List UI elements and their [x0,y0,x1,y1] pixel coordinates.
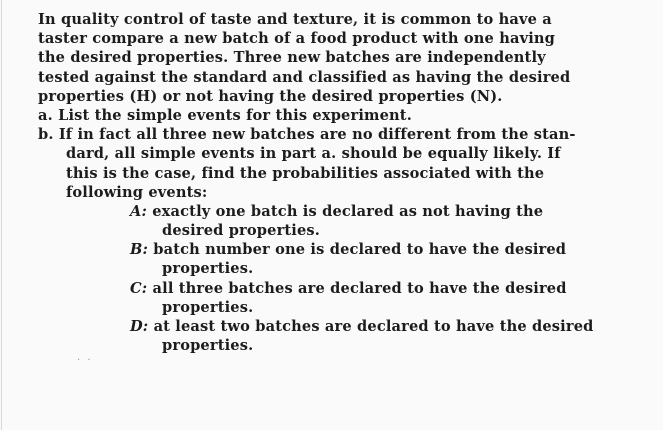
event-text: all three batches are declared to have the desired [152,279,567,297]
event-d-continuation: properties. [162,337,254,355]
event-d [38,317,648,336]
event-label: D: [130,318,149,335]
part-b-line: this is the case, find the probabilities associated with the [66,164,545,182]
intro-line: tested against the standard and classified as having the desired [38,68,571,86]
page-edge [1,0,2,430]
event-b [38,240,648,259]
problem-text [38,10,648,355]
event-b-continuation: properties. [162,260,254,278]
event-label: B: [130,241,149,259]
event-a [38,202,648,221]
intro-line: In quality control of taste and texture, it is common to have a [38,11,552,28]
event-text: at least two batches are declared to have the desired [153,318,594,335]
intro-line: the desired properties. Three new batches are independently [38,49,546,67]
scan-speck: · · [77,355,93,366]
intro-line: properties (H) or not having the desired properties (N). [38,87,503,105]
part-a-line: a. List the simple events for this experiment. [38,106,412,124]
part-b-line: b. If in fact all three new batches are no different from the stan- [38,126,576,144]
intro-line: taster compare a new batch of a food product with one having [38,30,556,48]
event-c [38,279,648,298]
part-b-line: dard, all simple events in part a. should be equally likely. If [66,145,561,163]
event-label: C: [130,279,148,297]
event-text: batch number one is declared to have the desired [153,241,567,259]
event-c-continuation: properties. [162,298,254,316]
event-a-continuation: desired properties. [162,222,321,240]
event-label: A: [130,202,148,220]
event-text: exactly one batch is declared as not having the [152,202,544,220]
part-b-line: following events: [66,183,208,201]
